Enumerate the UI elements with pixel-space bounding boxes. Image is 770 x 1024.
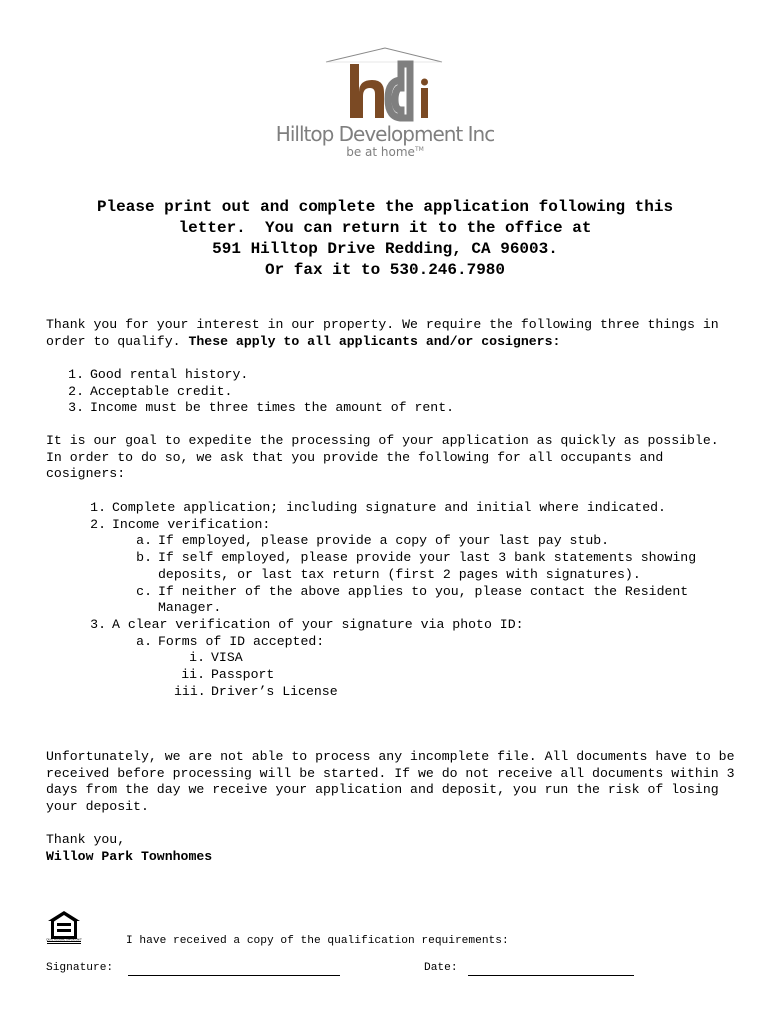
logo-tagline: be at home™ [346,145,424,159]
list-item: b. If self employed, please provide your last 3 bank statements showing deposits, or last tax return (first 2 pages with signatures). [136,550,697,582]
list-item: 1. Complete application; including signature and initial where indicated. [90,500,666,515]
requirements-list [62,367,662,417]
heading-line-3: 591 Hilltop Drive Redding, CA 96003. [212,240,558,258]
list-item: iii. Driver’s License [174,683,338,699]
acknowledgement-text: I have received a copy of the qualification requirements: [126,935,509,947]
heading-line-2: letter. You can return it to the office at [178,219,592,237]
list-item: 3. A clear verification of your signature via photo ID: [90,616,524,632]
goal-paragraph: It is our goal to expedite the processing of your application as quickly as possible. In order to do so, we ask that you provide the following for all occupants and cosigners: [46,433,719,482]
photo-id-sublist [130,634,736,701]
warning-paragraph: Unfortunately, we are not able to process any incomplete file. All documents have to be received before processing will be started. If we do not receive all documents within 3 days from the day we receive your application and deposit, you run the risk of losing your deposit. [46,749,735,815]
date-label: Date: [424,962,458,974]
list-item: 1. Good rental history. [68,367,249,382]
closing-thanks: Thank you, [46,832,126,847]
intro-emphasis: These apply to all applicants and/or cosigners: [188,333,561,349]
intro-paragraph: Thank you for your interest in our property. We require the following three things in order to qualify. These apply to all applicants and/or cosigners: [46,317,719,349]
instructions-heading [0,197,770,281]
signature-label: Signature: [46,962,114,974]
list-item: c. If neither of the above applies to you, please contact the Resident Manager. [136,583,689,616]
heading-line-1: Please print out and complete the application following this [96,198,674,216]
list-item: 2. Income verification: [90,516,271,532]
accepted-id-list [174,650,736,700]
list-item: ii. Passport [181,667,275,683]
closing-signoff: Willow Park Townhomes [46,848,213,864]
list-item: 2. Acceptable credit. [68,383,233,399]
logo-company-name: Hilltop Development Inc [275,122,495,146]
date-field[interactable] [468,964,634,976]
list-item: a. If employed, please provide a copy of your last pay stub. [136,533,610,549]
heading-line-4: Or fax it to 530.246.7980 [264,261,506,279]
closing [46,832,736,865]
signature-field[interactable] [128,964,340,976]
list-item: a. Forms of ID accepted: [136,633,325,649]
company-logo [270,44,500,169]
svg-text:EQUAL HOUSING OPPORTUNITY: EQUAL HOUSING OPPORTUNITY [46,938,82,942]
hdi-logo-icon [270,44,500,124]
documents-list [86,500,736,700]
list-item: 3. Income must be three times the amount of rent. [68,400,455,416]
income-verification-sublist [130,533,736,617]
equal-housing-opportunity-icon [46,910,82,946]
list-item: i. VISA [189,650,243,666]
